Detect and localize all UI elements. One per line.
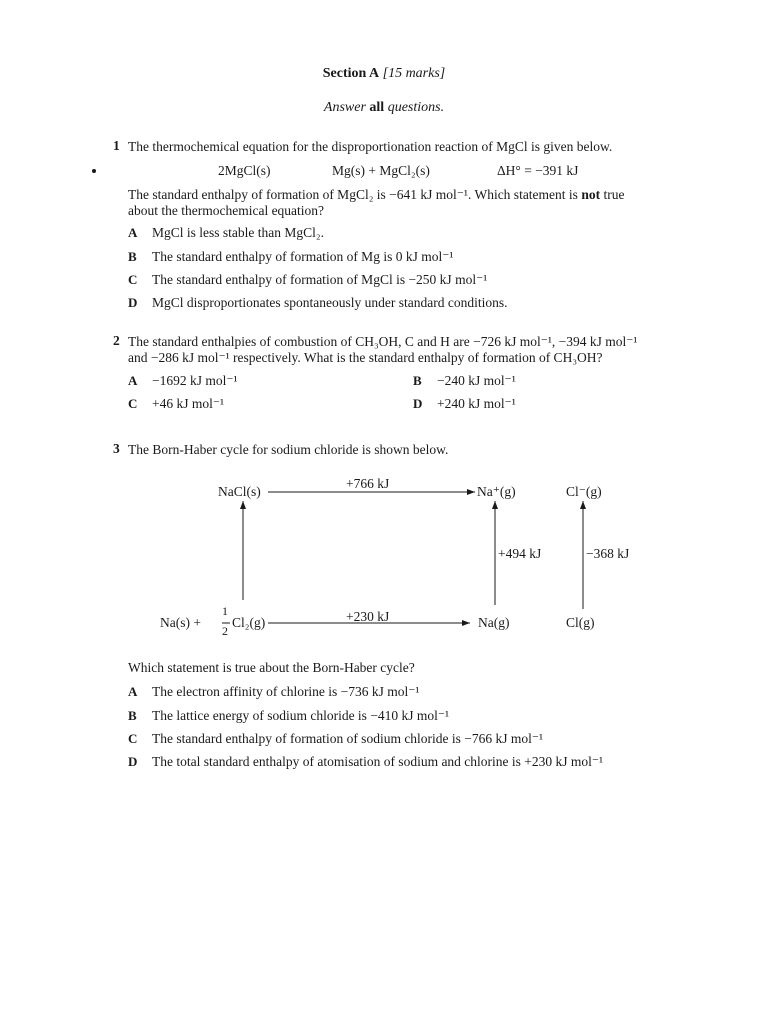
top-energy-label: +766 kJ [346, 476, 390, 491]
q1-option-a-letter: A [128, 225, 138, 240]
cl-minus-label: Cl⁻(g) [566, 484, 602, 499]
q3-option-d-text: The total standard enthalpy of atomisation of sodium and chlorine is +230 kJ mol⁻¹ [152, 754, 604, 769]
section-marks: [15 marks] [382, 66, 446, 81]
instruction-bold: all [369, 100, 385, 115]
q1-stem: The thermochemical equation for the disproportionation reaction of MgCl is given below. [128, 139, 613, 154]
q2-option-d-letter: D [413, 396, 423, 411]
q3-option-b-text: The lattice energy of sodium chloride is −410 kJ mol⁻¹ [152, 708, 450, 723]
q3-option-a-text: The electron affinity of chlorine is −736 kJ mol⁻¹ [152, 684, 420, 699]
q3-number: 3 [113, 441, 120, 456]
q1-info-post: true [603, 187, 625, 202]
nacl-label: NaCl(s) [218, 484, 261, 499]
instruction-pre: Answer [323, 100, 366, 115]
q3-stem: The Born-Haber cycle for sodium chloride is shown below. [128, 442, 449, 457]
q3-option-a-letter: A [128, 684, 138, 699]
q1-info-line2: about the thermochemical equation? [128, 203, 325, 218]
q3-option-c-letter: C [128, 731, 138, 746]
section-title: Section A [322, 66, 380, 81]
q1-option-b-text: The standard enthalpy of formation of Mg is 0 kJ mol⁻¹ [152, 249, 454, 264]
q2-line1: The standard enthalpies of combustion of CH₃OH, C and H are −726 kJ mol⁻¹, −394 kJ mol⁻¹ [128, 334, 638, 349]
q3-option-c-text: The standard enthalpy of formation of sodium chloride is −766 kJ mol⁻¹ [152, 731, 544, 746]
q2-option-a-letter: A [128, 373, 138, 388]
q1-option-a-text: MgCl is less stable than MgCl₂. [152, 225, 324, 240]
half-denominator: 2 [222, 624, 228, 638]
q1-equation-right: Mg(s) + MgCl₂(s) [332, 163, 430, 178]
q2-option-b-letter: B [413, 373, 422, 388]
cl-g-label: Cl(g) [566, 615, 595, 630]
q3-question: Which statement is true about the Born-Haber cycle? [128, 660, 415, 675]
instruction-post: questions. [387, 100, 445, 115]
ionisation-energy-label: +494 kJ [498, 546, 542, 561]
half-numerator: 1 [222, 604, 228, 618]
q2-option-c-text: +46 kJ mol⁻¹ [152, 396, 225, 411]
na-s-label: Na(s) + [160, 615, 201, 630]
q1-option-b-letter: B [128, 249, 137, 264]
q3-option-b-letter: B [128, 708, 137, 723]
q2-option-b-text: −240 kJ mol⁻¹ [437, 373, 516, 388]
q1-equation-left: 2MgCl(s) [218, 163, 271, 178]
cl2-label: Cl₂(g) [232, 615, 266, 630]
q1-info-pre: The standard enthalpy of formation of MgCl₂ is −641 kJ mol⁻¹. Which statement is [128, 187, 578, 202]
q3-option-d-letter: D [128, 754, 138, 769]
q2-number: 2 [113, 333, 120, 348]
q1-option-d-text: MgCl disproportionates spontaneously under standard conditions. [152, 295, 508, 310]
q1-number: 1 [113, 138, 120, 153]
q1-option-c-text: The standard enthalpy of formation of MgCl is −250 kJ mol⁻¹ [152, 272, 488, 287]
q1-equation-enthalpy: ΔH° = −391 kJ [497, 163, 579, 178]
na-g-label: Na(g) [478, 615, 510, 630]
q1-option-c-letter: C [128, 272, 138, 287]
q1-option-d-letter: D [128, 295, 138, 310]
electron-affinity-label: −368 kJ [586, 546, 630, 561]
q2-option-d-text: +240 kJ mol⁻¹ [437, 396, 516, 411]
q2-option-c-letter: C [128, 396, 138, 411]
na-plus-label: Na⁺(g) [477, 484, 516, 499]
q1-info-bold: not [581, 187, 601, 202]
q2-line2: and −286 kJ mol⁻¹ respectively. What is the standard enthalpy of formation of CH₃OH? [128, 350, 603, 365]
bottom-energy-label: +230 kJ [346, 609, 390, 624]
q2-option-a-text: −1692 kJ mol⁻¹ [152, 373, 238, 388]
